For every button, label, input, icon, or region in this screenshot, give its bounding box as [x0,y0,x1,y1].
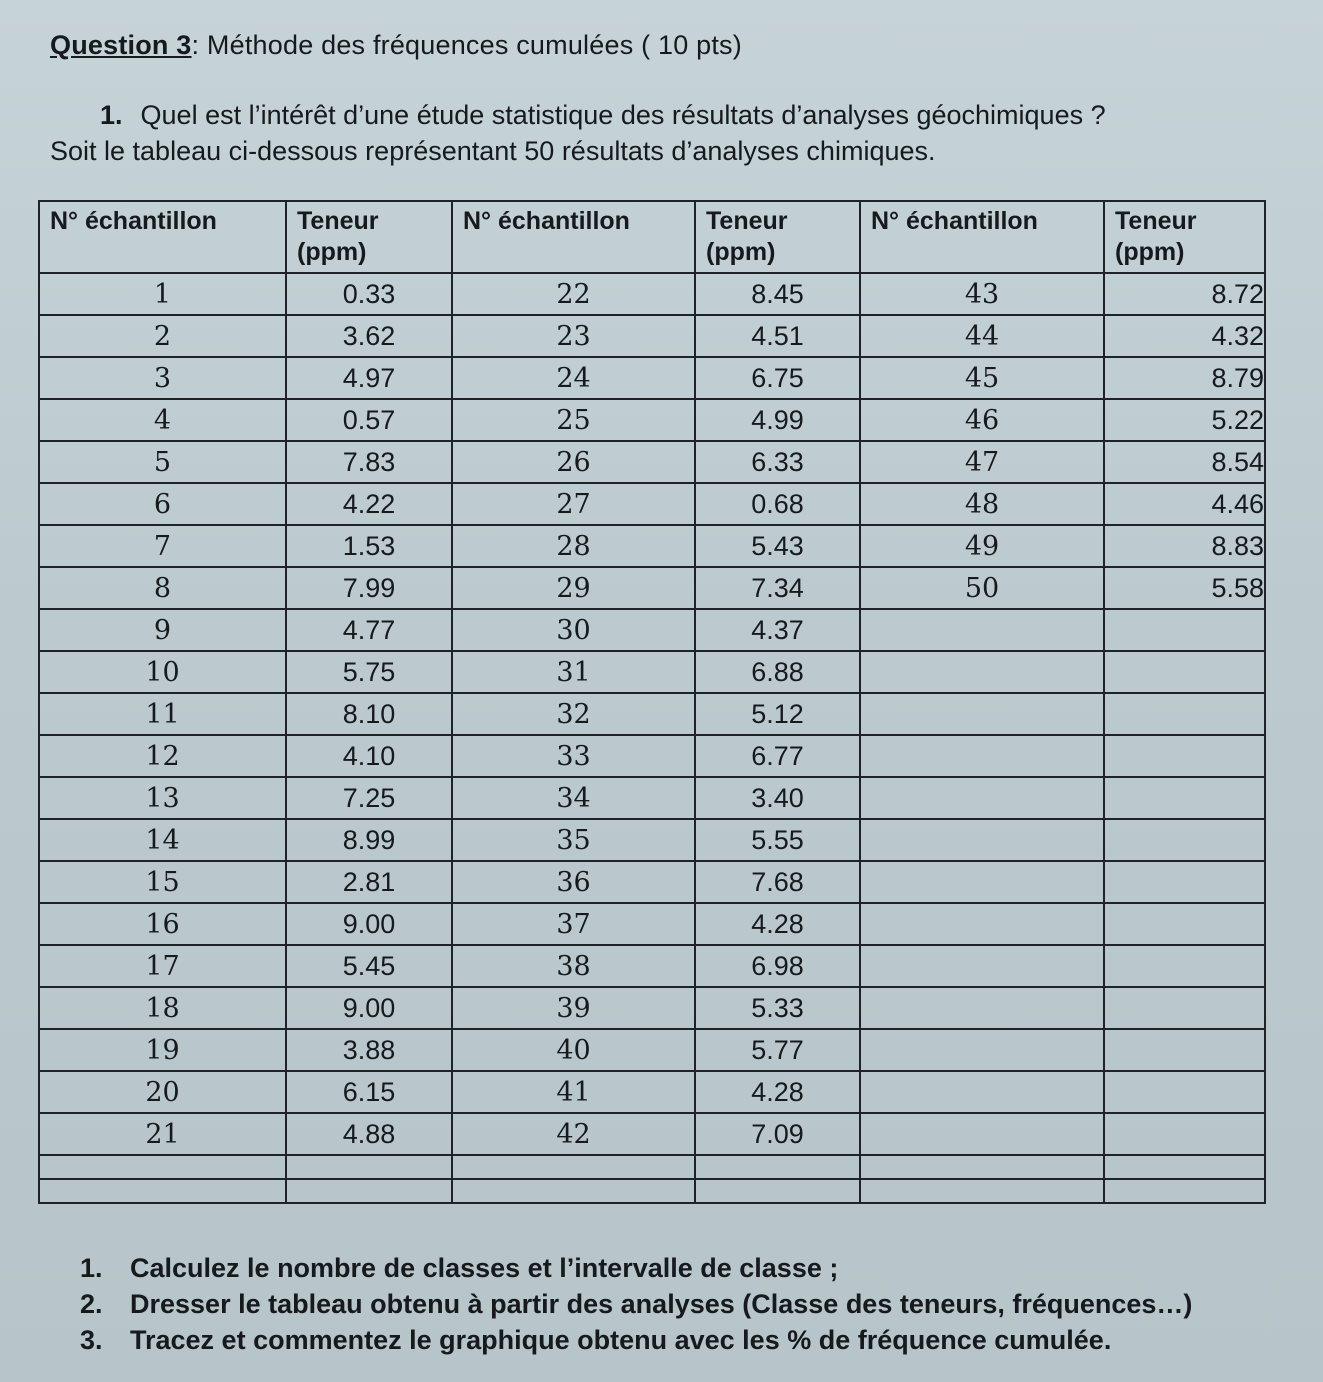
task-text: Calculez le nombre de classes et l’intervalle de classe ; [130,1253,839,1283]
cell-content: 4.77 [286,609,452,651]
header-content-ppm: Teneur (ppm) [286,201,452,273]
question-title: : Méthode des fréquences cumulées ( 10 pts) [191,30,742,60]
cell-content [1104,651,1265,693]
table-row [39,399,1265,441]
sub-question-text: Quel est l’intérêt d’une étude statistique des résultats d’analyses géochimiques ? [140,100,1106,130]
cell-content: 1.53 [286,525,452,567]
task-item [80,1286,1192,1322]
cell-sample-number: 12 [39,735,286,777]
cell-content: 8.45 [695,273,860,315]
table-intro: Soit le tableau ci-dessous représentant 50 résultats d’analyses chimiques. [50,136,936,166]
empty-cell [860,1179,1104,1203]
cell-sample-number [860,945,1104,987]
empty-cell [695,1179,860,1203]
cell-sample-number: 45 [860,357,1104,399]
cell-content: 8.79 [1104,357,1265,399]
cell-content: 4.97 [286,357,452,399]
table-row [39,525,1265,567]
task-number: 2. [80,1289,103,1319]
cell-content: 5.75 [286,651,452,693]
table-row [39,609,1265,651]
cell-content: 4.22 [286,483,452,525]
samples-table [38,200,1266,1204]
cell-content: 6.15 [286,1071,452,1113]
cell-sample-number: 37 [452,903,695,945]
cell-content [1104,1113,1265,1155]
task-item [80,1322,1192,1358]
cell-content: 4.28 [695,1071,860,1113]
cell-sample-number: 8 [39,567,286,609]
cell-sample-number: 46 [860,399,1104,441]
cell-content: 3.62 [286,315,452,357]
task-number: 1. [80,1253,103,1283]
cell-sample-number: 13 [39,777,286,819]
cell-sample-number: 7 [39,525,286,567]
cell-content: 8.72 [1104,273,1265,315]
cell-content: 4.32 [1104,315,1265,357]
cell-sample-number: 36 [452,861,695,903]
cell-content: 8.83 [1104,525,1265,567]
cell-content: 7.25 [286,777,452,819]
cell-content: 5.55 [695,819,860,861]
cell-content: 7.09 [695,1113,860,1155]
table-row [39,567,1265,609]
table-row [39,1113,1265,1155]
cell-sample-number [860,651,1104,693]
empty-cell [286,1155,452,1179]
table-row [39,651,1265,693]
cell-content: 5.58 [1104,567,1265,609]
table-row [39,357,1265,399]
cell-sample-number: 40 [452,1029,695,1071]
cell-content [1104,1071,1265,1113]
cell-sample-number: 47 [860,441,1104,483]
cell-content: 5.77 [695,1029,860,1071]
table-row [39,315,1265,357]
cell-content: 4.88 [286,1113,452,1155]
cell-content: 6.98 [695,945,860,987]
cell-sample-number: 14 [39,819,286,861]
cell-sample-number: 31 [452,651,695,693]
cell-content [1104,945,1265,987]
cell-sample-number: 33 [452,735,695,777]
cell-sample-number: 26 [452,441,695,483]
cell-sample-number: 25 [452,399,695,441]
empty-cell [1104,1179,1265,1203]
cell-sample-number: 24 [452,357,695,399]
cell-sample-number: 27 [452,483,695,525]
cell-sample-number: 16 [39,903,286,945]
cell-content: 6.33 [695,441,860,483]
empty-cell [695,1155,860,1179]
cell-sample-number: 17 [39,945,286,987]
cell-sample-number: 23 [452,315,695,357]
cell-sample-number: 19 [39,1029,286,1071]
cell-content: 5.12 [695,693,860,735]
cell-content: 3.40 [695,777,860,819]
cell-sample-number: 15 [39,861,286,903]
cell-sample-number [860,735,1104,777]
cell-sample-number: 41 [452,1071,695,1113]
cell-sample-number: 29 [452,567,695,609]
cell-content: 7.99 [286,567,452,609]
cell-sample-number: 22 [452,273,695,315]
header-sample-number: N° échantillon [39,201,286,273]
cell-content: 4.99 [695,399,860,441]
table-row [39,1029,1265,1071]
cell-sample-number [860,1029,1104,1071]
question-heading [50,30,742,61]
empty-table-row [39,1155,1265,1179]
cell-sample-number: 48 [860,483,1104,525]
cell-sample-number [860,861,1104,903]
empty-cell [860,1155,1104,1179]
table-row [39,819,1265,861]
cell-content [1104,903,1265,945]
cell-content [1104,861,1265,903]
cell-sample-number: 43 [860,273,1104,315]
empty-cell [452,1155,695,1179]
cell-sample-number: 18 [39,987,286,1029]
cell-sample-number: 11 [39,693,286,735]
empty-cell [452,1179,695,1203]
empty-cell [1104,1155,1265,1179]
cell-content: 8.54 [1104,441,1265,483]
cell-content: 8.10 [286,693,452,735]
cell-sample-number [860,987,1104,1029]
cell-sample-number: 38 [452,945,695,987]
cell-sample-number: 50 [860,567,1104,609]
cell-sample-number: 28 [452,525,695,567]
question-label: Question 3 [50,30,192,60]
table-row [39,903,1265,945]
cell-sample-number: 32 [452,693,695,735]
cell-content [1104,609,1265,651]
table-row [39,273,1265,315]
cell-content: 4.51 [695,315,860,357]
cell-content: 4.28 [695,903,860,945]
cell-sample-number: 39 [452,987,695,1029]
cell-sample-number: 6 [39,483,286,525]
cell-sample-number [860,693,1104,735]
cell-content: 5.22 [1104,399,1265,441]
cell-sample-number [860,903,1104,945]
empty-cell [286,1179,452,1203]
cell-sample-number: 35 [452,819,695,861]
task-list [80,1250,1192,1358]
cell-sample-number [860,819,1104,861]
table-row [39,1071,1265,1113]
empty-table-row [39,1179,1265,1203]
cell-sample-number [860,1071,1104,1113]
cell-sample-number: 30 [452,609,695,651]
cell-content [1104,777,1265,819]
task-item [80,1250,1192,1286]
cell-content: 9.00 [286,903,452,945]
cell-content: 0.68 [695,483,860,525]
sub-question-number: 1. [100,100,123,130]
cell-content: 4.10 [286,735,452,777]
sub-question-1 [100,100,1106,131]
cell-content: 5.43 [695,525,860,567]
cell-content [1104,1029,1265,1071]
table-row [39,441,1265,483]
table-row [39,483,1265,525]
cell-sample-number: 34 [452,777,695,819]
cell-sample-number: 42 [452,1113,695,1155]
cell-sample-number [860,609,1104,651]
table-header-row [39,201,1265,273]
cell-content [1104,987,1265,1029]
table-row [39,945,1265,987]
table-row [39,861,1265,903]
cell-content [1104,693,1265,735]
cell-content: 5.45 [286,945,452,987]
cell-content: 4.46 [1104,483,1265,525]
header-sample-number: N° échantillon [452,201,695,273]
cell-content: 3.88 [286,1029,452,1071]
task-text: Dresser le tableau obtenu à partir des analyses (Classe des teneurs, fréquences…) [130,1289,1193,1319]
cell-sample-number: 1 [39,273,286,315]
cell-content: 2.81 [286,861,452,903]
cell-content: 7.34 [695,567,860,609]
header-content-ppm: Teneur (ppm) [695,201,860,273]
header-content-ppm: Teneur (ppm) [1104,201,1265,273]
cell-sample-number: 4 [39,399,286,441]
cell-content: 9.00 [286,987,452,1029]
table-row [39,693,1265,735]
cell-content: 0.33 [286,273,452,315]
task-text: Tracez et commentez le graphique obtenu avec les % de fréquence cumulée. [130,1325,1112,1355]
table-row [39,987,1265,1029]
cell-content: 7.83 [286,441,452,483]
cell-content [1104,735,1265,777]
cell-sample-number [860,777,1104,819]
cell-content: 6.77 [695,735,860,777]
cell-sample-number: 21 [39,1113,286,1155]
cell-content: 0.57 [286,399,452,441]
cell-sample-number: 2 [39,315,286,357]
cell-sample-number: 3 [39,357,286,399]
cell-content: 7.68 [695,861,860,903]
cell-sample-number: 5 [39,441,286,483]
cell-content: 6.88 [695,651,860,693]
cell-content: 4.37 [695,609,860,651]
table-row [39,777,1265,819]
empty-cell [39,1155,286,1179]
cell-content: 5.33 [695,987,860,1029]
cell-sample-number: 9 [39,609,286,651]
table-row [39,735,1265,777]
cell-content: 6.75 [695,357,860,399]
cell-sample-number: 44 [860,315,1104,357]
cell-content: 8.99 [286,819,452,861]
cell-sample-number: 10 [39,651,286,693]
cell-sample-number: 49 [860,525,1104,567]
task-number: 3. [80,1325,103,1355]
cell-sample-number [860,1113,1104,1155]
cell-sample-number: 20 [39,1071,286,1113]
header-sample-number: N° échantillon [860,201,1104,273]
cell-content [1104,819,1265,861]
empty-cell [39,1179,286,1203]
